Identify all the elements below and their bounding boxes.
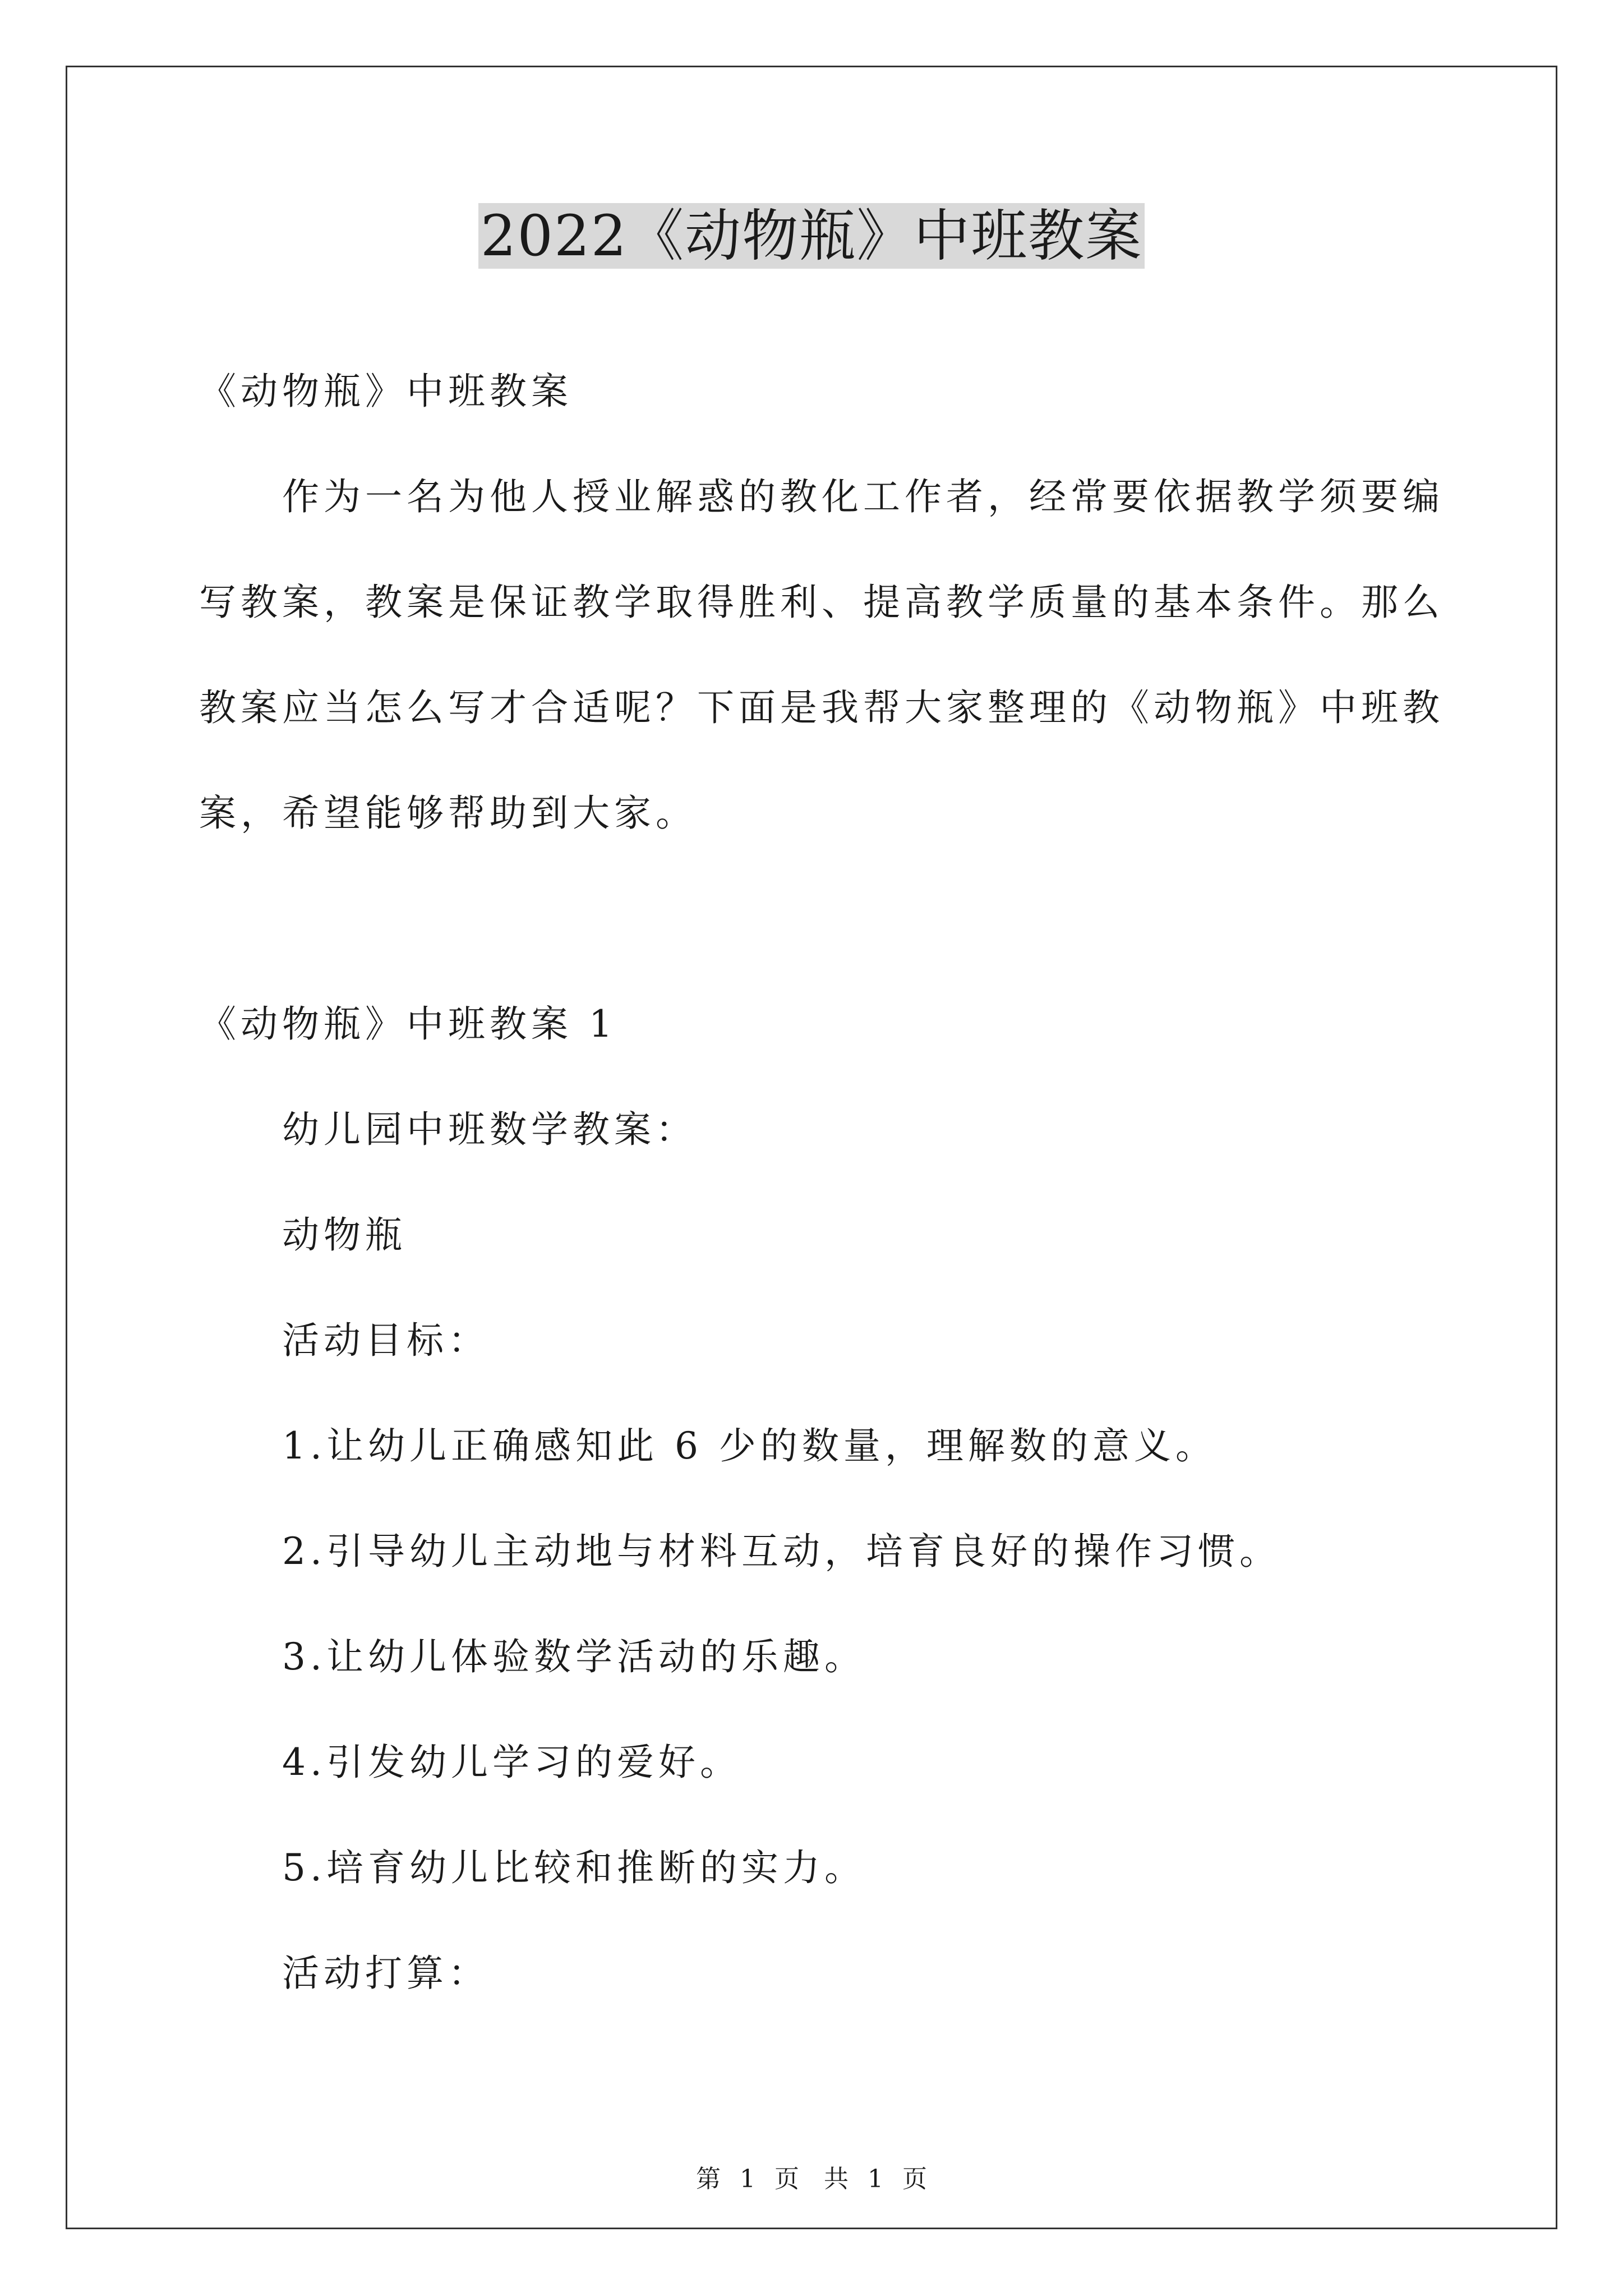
body-line: 1.让幼儿正确感知此 6 少的数量，理解数的意义。 [282, 1424, 1217, 1467]
body-line: 4.引发幼儿学习的爱好。 [282, 1741, 741, 1784]
body-line: 2.引导幼儿主动地与材料互动，培育良好的操作习惯。 [282, 1530, 1281, 1573]
section-heading: 《动物瓶》中班教案 1 [199, 1002, 617, 1046]
document-title-text: 2022《动物瓶》中班教案 [478, 203, 1145, 269]
body-line: 动物瓶 [282, 1213, 407, 1257]
intro-line: 案，希望能够帮助到大家。 [199, 792, 697, 835]
intro-line: 作为一名为他人授业解惑的教化工作者，经常要依据教学须要编 [282, 475, 1444, 518]
page-footer: 第 1 页 共 1 页 [696, 2165, 927, 2193]
body-line: 3.让幼儿体验数学活动的乐趣。 [282, 1635, 866, 1678]
document-title [0, 200, 1623, 273]
intro-line: 写教案，教案是保证教学取得胜利、提高教学质量的基本条件。那么 [199, 581, 1444, 624]
document-subtitle: 《动物瓶》中班教案 [199, 370, 573, 413]
body-line: 活动打算： [282, 1952, 490, 1995]
paragraph-spacer [199, 866, 1433, 972]
document-body [199, 339, 1444, 2026]
intro-line: 教案应当怎么写才合适呢？下面是我帮大家整理的《动物瓶》中班教 [199, 686, 1444, 729]
body-line: 活动目标： [282, 1319, 490, 1362]
body-line: 幼儿园中班数学教案： [282, 1108, 697, 1151]
body-line: 5.培育幼儿比较和推断的实力。 [282, 1846, 866, 1889]
